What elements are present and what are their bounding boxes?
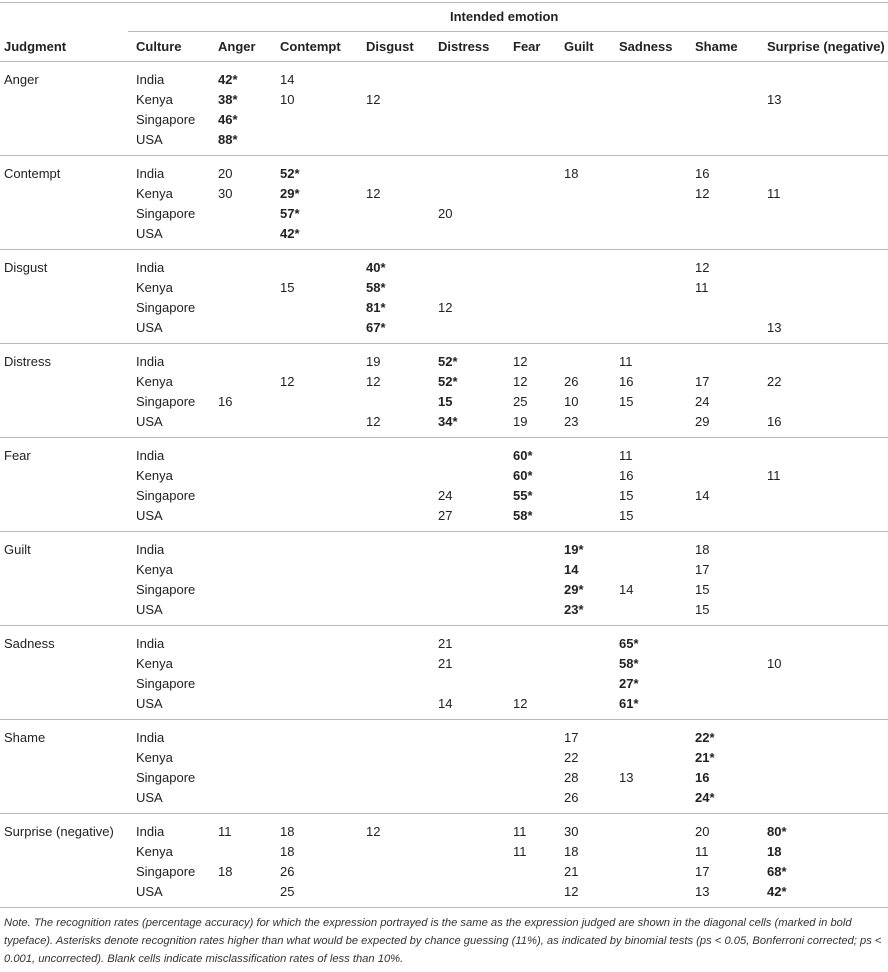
table-cell: 19 <box>513 414 528 429</box>
culture-label: Singapore <box>136 394 196 409</box>
table-cell: 13 <box>695 884 710 899</box>
table-cell: 61* <box>619 696 639 711</box>
table-cell: 55* <box>513 488 533 503</box>
culture-label: Kenya <box>136 750 173 765</box>
culture-label: Kenya <box>136 656 173 671</box>
judgment-label: Surprise (negative) <box>4 824 114 839</box>
table-cell: 25 <box>280 884 295 899</box>
table-cell: 11 <box>695 280 709 295</box>
table-cell: 46* <box>218 112 238 127</box>
table-cell: 18 <box>564 166 579 181</box>
culture-label: Kenya <box>136 562 173 577</box>
table-cell: 15 <box>619 394 634 409</box>
culture-label: Kenya <box>136 186 173 201</box>
table-cell: 29* <box>564 582 584 597</box>
culture-label: Singapore <box>136 864 196 879</box>
table-cell: 80* <box>767 824 787 839</box>
culture-label: Kenya <box>136 92 173 107</box>
table-cell: 12 <box>280 374 295 389</box>
table-cell: 88* <box>218 132 238 147</box>
table-cell: 20 <box>695 824 710 839</box>
table-cell: 81* <box>366 300 386 315</box>
table-cell: 15 <box>619 508 634 523</box>
table-cell: 16 <box>619 374 634 389</box>
table-cell: 52* <box>438 354 458 369</box>
group-separator <box>0 719 888 720</box>
culture-label: Singapore <box>136 112 196 127</box>
table-cell: 13 <box>767 320 782 335</box>
table-cell: 19 <box>366 354 381 369</box>
table-cell: 24 <box>695 394 710 409</box>
column-header-guilt: Guilt <box>564 39 594 54</box>
table-cell: 67* <box>366 320 386 335</box>
table-cell: 18 <box>280 824 295 839</box>
table-cell: 38* <box>218 92 238 107</box>
culture-label: USA <box>136 790 163 805</box>
culture-label: India <box>136 354 165 369</box>
table-cell: 26 <box>564 790 579 805</box>
table-cell: 15 <box>438 394 453 409</box>
culture-label: Singapore <box>136 582 196 597</box>
column-header-fear: Fear <box>513 39 541 54</box>
table-cell: 25 <box>513 394 528 409</box>
judgment-label: Guilt <box>4 542 31 557</box>
judgment-label: Anger <box>4 72 39 87</box>
table-cell: 10 <box>767 656 782 671</box>
culture-label: USA <box>136 884 163 899</box>
table-cell: 15 <box>280 280 295 295</box>
table-cell: 21 <box>438 656 453 671</box>
table-cell: 29 <box>695 414 710 429</box>
culture-label: USA <box>136 508 163 523</box>
column-header-contempt: Contempt <box>280 39 341 54</box>
table-cell: 16 <box>619 468 634 483</box>
table-cell: 17 <box>695 374 710 389</box>
table-cell: 18 <box>564 844 579 859</box>
group-separator <box>0 437 888 438</box>
culture-label: Singapore <box>136 300 196 315</box>
table-cell: 30 <box>218 186 233 201</box>
table-cell: 22 <box>564 750 579 765</box>
culture-label: Kenya <box>136 374 173 389</box>
culture-label: India <box>136 72 165 87</box>
column-header-shame: Shame <box>695 39 738 54</box>
table-cell: 17 <box>695 864 710 879</box>
table-cell: 12 <box>366 374 381 389</box>
table-cell: 12 <box>366 414 381 429</box>
culture-label: India <box>136 636 165 651</box>
table-cell: 42* <box>280 226 300 241</box>
table-cell: 27 <box>438 508 453 523</box>
group-header: Intended emotion <box>450 9 559 24</box>
table-cell: 14 <box>695 488 710 503</box>
table-cell: 21* <box>695 750 715 765</box>
culture-label: Singapore <box>136 770 196 785</box>
table-cell: 12 <box>513 354 528 369</box>
header-bottom-rule <box>0 61 888 62</box>
culture-label: Singapore <box>136 488 196 503</box>
table-cell: 42* <box>218 72 238 87</box>
table-cell: 24* <box>695 790 715 805</box>
table-cell: 11 <box>695 844 709 859</box>
culture-label: Singapore <box>136 676 196 691</box>
judgment-label: Contempt <box>4 166 61 181</box>
group-separator <box>0 249 888 250</box>
culture-label: Singapore <box>136 206 196 221</box>
table-cell: 22 <box>767 374 782 389</box>
table-cell: 14 <box>438 696 453 711</box>
judgment-label: Fear <box>4 448 31 463</box>
culture-label: USA <box>136 696 163 711</box>
table-cell: 15 <box>619 488 634 503</box>
column-header-sadness: Sadness <box>619 39 673 54</box>
table-cell: 18 <box>218 864 233 879</box>
table-cell: 12 <box>695 186 710 201</box>
table-cell: 57* <box>280 206 300 221</box>
group-separator <box>0 813 888 814</box>
table-cell: 11 <box>513 844 527 859</box>
table-cell: 28 <box>564 770 579 785</box>
table-cell: 13 <box>767 92 782 107</box>
table-cell: 10 <box>564 394 579 409</box>
table-cell: 30 <box>564 824 579 839</box>
table-cell: 22* <box>695 730 715 745</box>
table-cell: 34* <box>438 414 458 429</box>
table-cell: 19* <box>564 542 584 557</box>
table-cell: 26 <box>280 864 295 879</box>
judgment-label: Disgust <box>4 260 48 275</box>
group-separator <box>0 343 888 344</box>
table-cell: 12 <box>366 186 381 201</box>
table-cell: 27* <box>619 676 639 691</box>
table-bottom-rule <box>0 907 888 908</box>
table-cell: 23 <box>564 414 579 429</box>
group-separator <box>0 625 888 626</box>
culture-label: India <box>136 824 165 839</box>
table-cell: 15 <box>695 582 710 597</box>
group-separator <box>0 531 888 532</box>
table-cell: 58* <box>619 656 639 671</box>
table-cell: 11 <box>767 468 781 483</box>
group-header-rule <box>128 31 888 32</box>
judgment-label: Sadness <box>4 636 55 651</box>
table-cell: 20 <box>218 166 233 181</box>
table-cell: 11 <box>619 354 633 369</box>
table-note: Note. The recognition rates (percentage accuracy) for which the expression portrayed is the same as the expression judged are shown in the diagonal cells (marked in bold typeface). Asterisks denote recognition rates higher than what would be expected by chance guessing (11%), as indicated by binomial tests (ps < 0.05, Bonferroni corrected; ps < 0.001, uncorrected). Blank cells indicate misclassification rates of less than 10%. <box>4 917 882 965</box>
table-cell: 23* <box>564 602 584 617</box>
table-cell: 21 <box>438 636 453 651</box>
table-cell: 14 <box>564 562 579 577</box>
column-header-judgment: Judgment <box>4 39 67 54</box>
culture-label: USA <box>136 414 163 429</box>
table-top-rule <box>0 2 888 3</box>
table-cell: 12 <box>513 696 528 711</box>
table-cell: 18 <box>280 844 295 859</box>
table-cell: 21 <box>564 864 579 879</box>
judgment-label: Shame <box>4 730 46 745</box>
culture-label: India <box>136 260 165 275</box>
table-cell: 42* <box>767 884 787 899</box>
column-header-distress: Distress <box>438 39 490 54</box>
table-cell: 16 <box>218 394 233 409</box>
table-cell: 12 <box>513 374 528 389</box>
culture-label: USA <box>136 602 163 617</box>
table-cell: 14 <box>280 72 295 87</box>
culture-label: Kenya <box>136 280 173 295</box>
table-cell: 11 <box>218 824 232 839</box>
table-cell: 68* <box>767 864 787 879</box>
table-cell: 12 <box>695 260 710 275</box>
culture-label: Kenya <box>136 844 173 859</box>
table-cell: 18 <box>767 844 782 859</box>
table-cell: 29* <box>280 186 300 201</box>
table-cell: 16 <box>767 414 782 429</box>
table-cell: 24 <box>438 488 453 503</box>
culture-label: India <box>136 730 165 745</box>
table-cell: 26 <box>564 374 579 389</box>
culture-label: India <box>136 542 165 557</box>
table-cell: 65* <box>619 636 639 651</box>
culture-label: USA <box>136 320 163 335</box>
table-cell: 52* <box>280 166 300 181</box>
table-cell: 58* <box>513 508 533 523</box>
table-cell: 20 <box>438 206 453 221</box>
table-cell: 52* <box>438 374 458 389</box>
table-cell: 12 <box>438 300 453 315</box>
table-cell: 11 <box>619 448 633 463</box>
column-header-anger: Anger <box>218 39 256 54</box>
table-cell: 12 <box>366 824 381 839</box>
column-header-culture: Culture <box>136 39 182 54</box>
table-cell: 17 <box>564 730 579 745</box>
table-cell: 16 <box>695 770 710 785</box>
table-cell: 18 <box>695 542 710 557</box>
table-cell: 10 <box>280 92 295 107</box>
table-cell: 12 <box>366 92 381 107</box>
table-cell: 58* <box>366 280 386 295</box>
group-separator <box>0 155 888 156</box>
culture-label: India <box>136 166 165 181</box>
table-cell: 60* <box>513 448 533 463</box>
table-cell: 11 <box>513 824 527 839</box>
table-cell: 17 <box>695 562 710 577</box>
judgment-label: Distress <box>4 354 51 369</box>
column-header-disgust: Disgust <box>366 39 414 54</box>
culture-label: USA <box>136 132 163 147</box>
table-cell: 60* <box>513 468 533 483</box>
table-cell: 15 <box>695 602 710 617</box>
culture-label: USA <box>136 226 163 241</box>
table-cell: 11 <box>767 186 781 201</box>
table-cell: 14 <box>619 582 634 597</box>
table-cell: 12 <box>564 884 579 899</box>
culture-label: Kenya <box>136 468 173 483</box>
table-cell: 16 <box>695 166 710 181</box>
column-header-surprise-negative: Surprise (negative) <box>767 39 885 54</box>
table-cell: 13 <box>619 770 634 785</box>
table-cell: 40* <box>366 260 386 275</box>
culture-label: India <box>136 448 165 463</box>
